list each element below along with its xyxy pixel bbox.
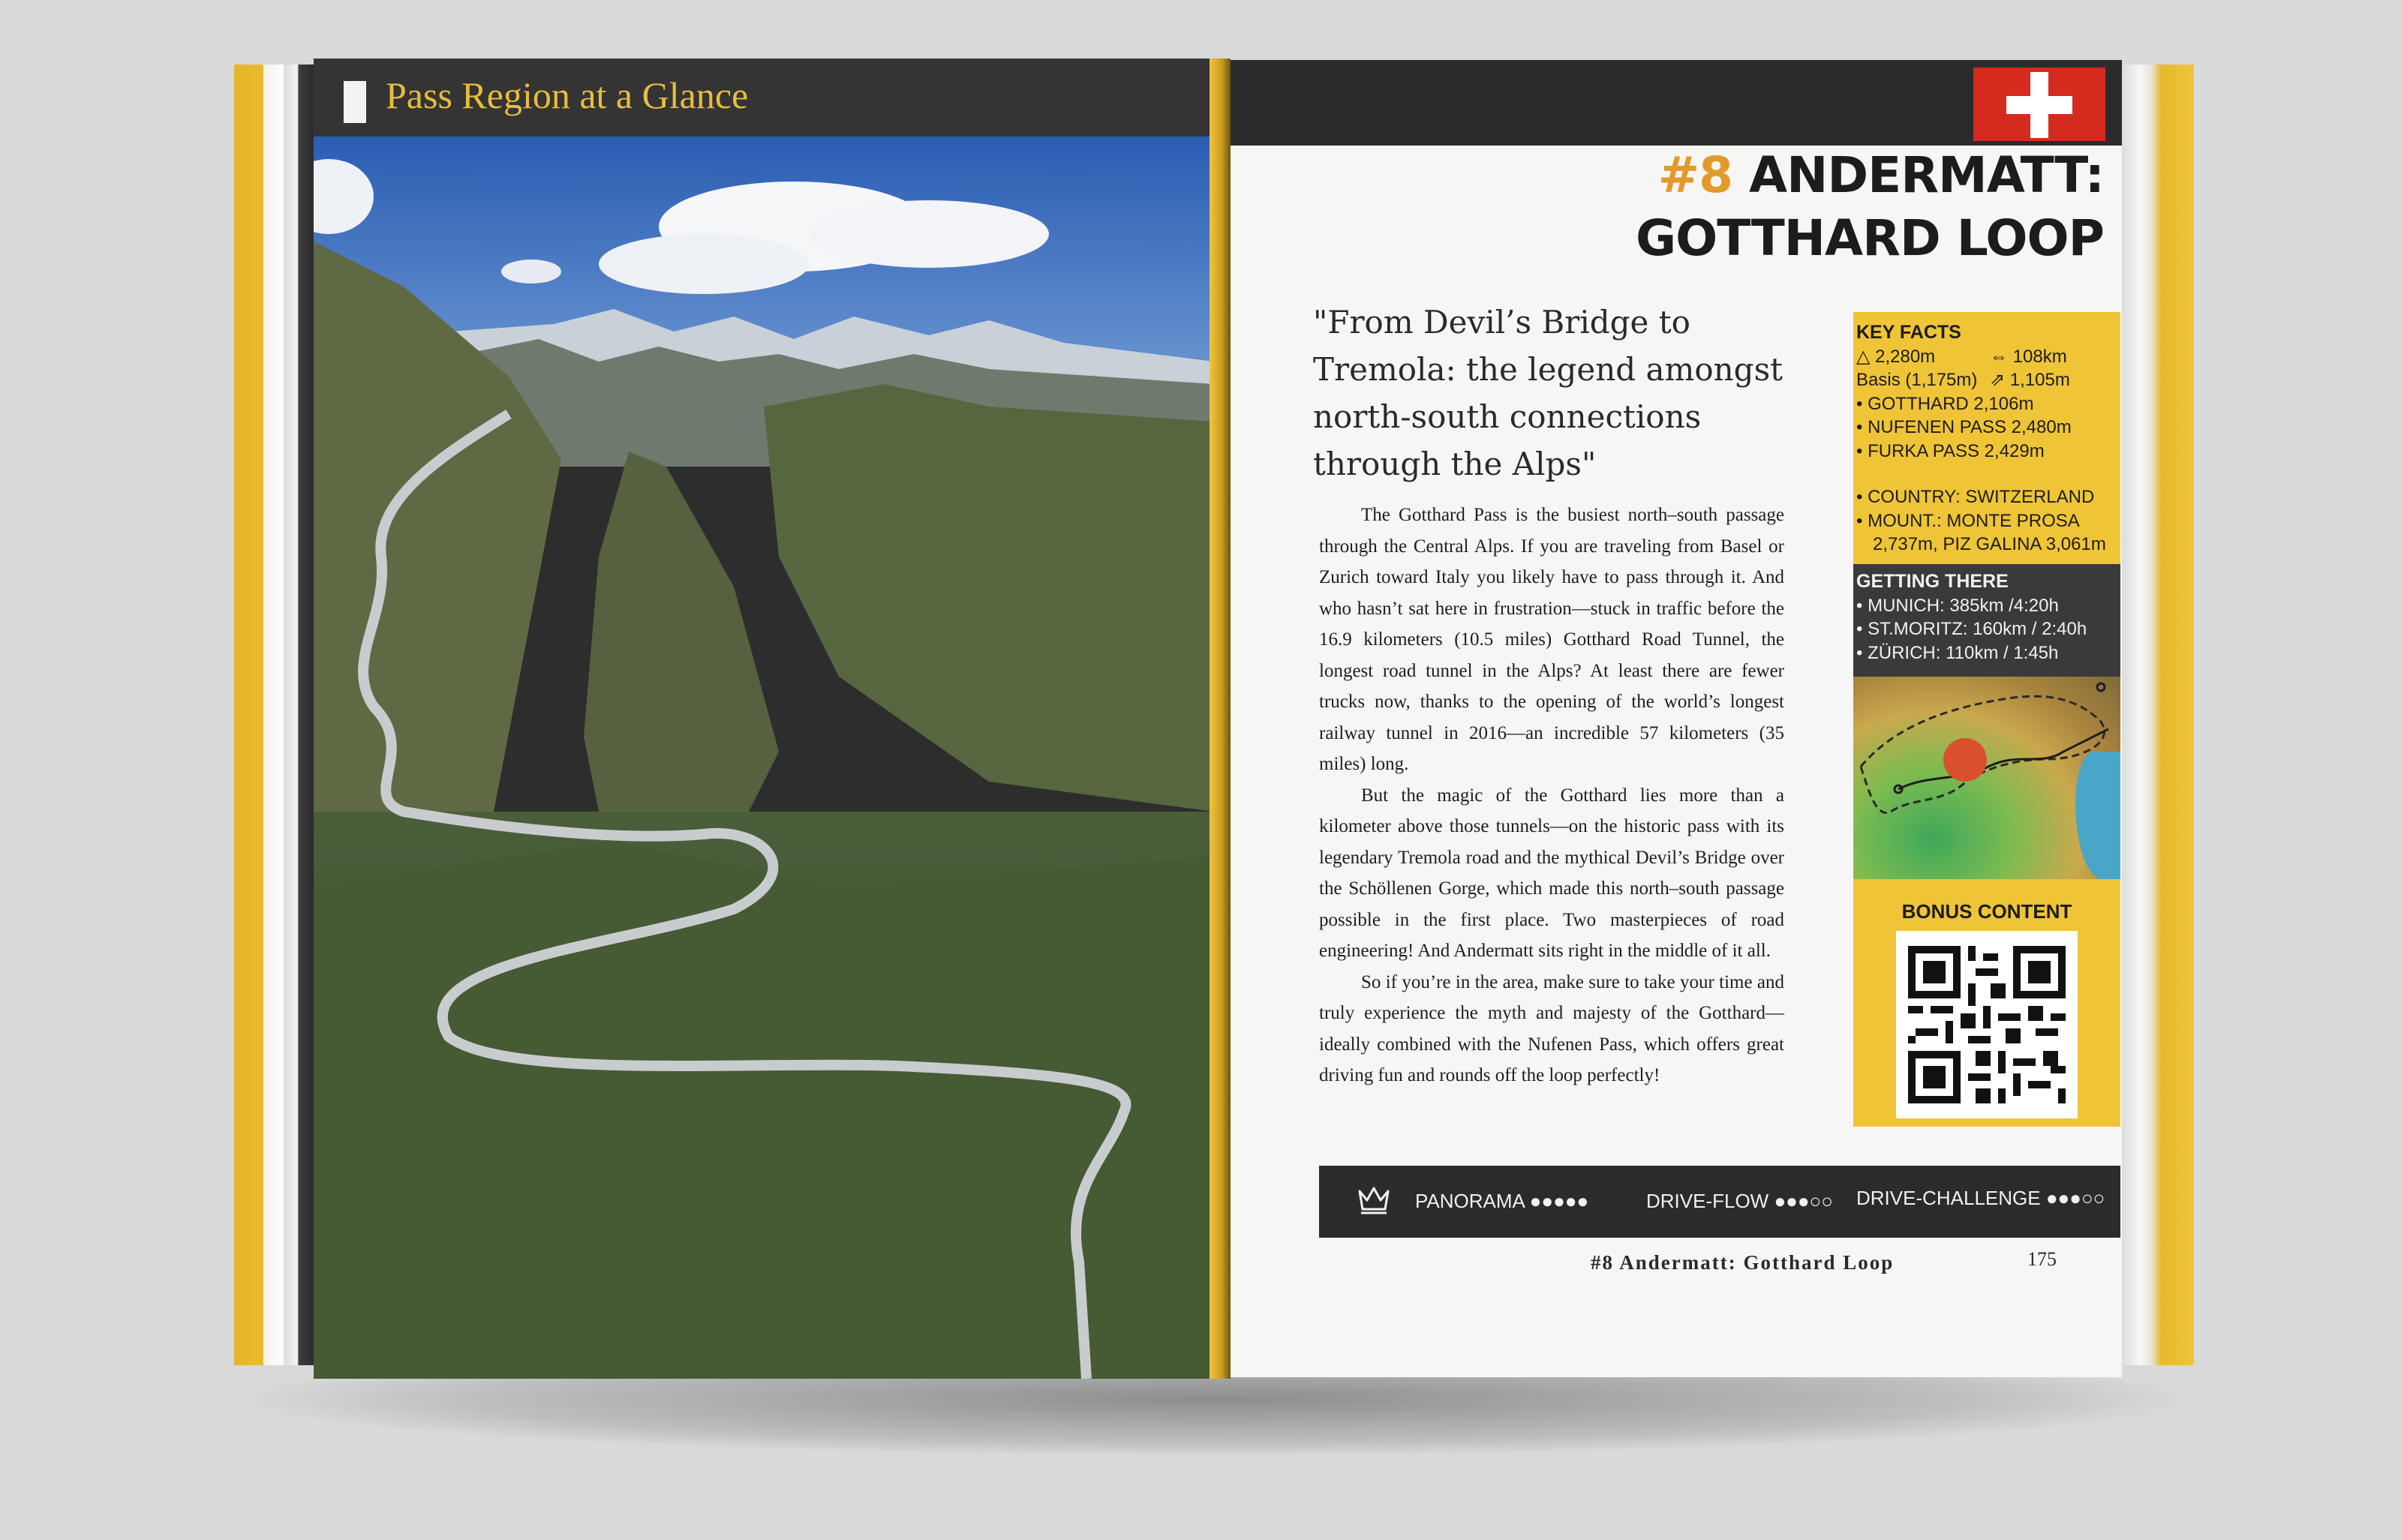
flag-cross-vertical: [2030, 72, 2048, 138]
qr-code[interactable]: [1896, 931, 2078, 1118]
page-edges-left: [234, 65, 315, 1365]
rating-drive-challenge: DRIVE-CHALLENGE ●●●○○: [1856, 1187, 2105, 1209]
facts-row-altitude: [1856, 345, 2117, 369]
key-facts-heading: KEY FACTS: [1856, 322, 1961, 343]
crown-icon: [1357, 1184, 1391, 1215]
rating-bar: [1319, 1166, 2120, 1238]
pass-item: • NUFENEN PASS 2,480m: [1856, 417, 2072, 437]
pull-quote: "From Devil’s Bridge to Tremola: the legend amongst north-south connections through the Alps": [1313, 304, 1783, 482]
key-facts-box: [1853, 312, 2120, 564]
paragraph-2: But the magic of the Gotthard lies more than a kilometer above those tunnels—on the historic pass with its legendary Tremola road and the mythical Devil’s Bridge over the Schöllenen Gorge, which made this north–south passage possible in the first place. Two masterpieces of road engineering! And Andermatt sits right in the middle of it all.: [1319, 785, 1784, 961]
mountains-line1: • MOUNT.: MONTE PROSA: [1856, 510, 2080, 531]
paragraph-3: So if you’re in the area, make sure to take your time and truly experience the myth and majesty of the Gotthard—ideally combined with the Nufenen Pass, which offers great driving fun and rounds off the loop perfectly!: [1319, 971, 1784, 1085]
getting-there-box: [1853, 564, 2120, 677]
left-page: [314, 59, 1214, 1379]
article-body: [1319, 500, 1784, 1091]
qr-code-pattern: [1908, 946, 2066, 1103]
info-sidebar: [1853, 312, 2120, 1127]
bonus-heading: BONUS CONTENT: [1901, 900, 2072, 923]
altitude-value: △ 2,280m: [1856, 346, 1936, 367]
basis-value: Basis (1,175m): [1856, 370, 1978, 390]
right-page: [1231, 60, 2122, 1377]
page-edges-right: [2122, 65, 2194, 1365]
chapter-title-line2: GOTTHARD LOOP: [1635, 209, 2104, 267]
route-map: [1853, 677, 2120, 879]
distance-item: • ST.MORITZ: 160km / 2:40h: [1856, 619, 2087, 639]
running-footer: #8 Andermatt: Gotthard Loop: [1591, 1251, 1895, 1274]
getting-there-heading: GETTING THERE: [1856, 571, 2009, 592]
rating-drive-flow: DRIVE-FLOW ●●●○○: [1646, 1190, 1833, 1212]
bonus-content-box: [1853, 879, 2120, 1127]
climb-value: ⇗ 1,105m: [1990, 370, 2070, 390]
distance-value: ⇔ 108km: [1990, 346, 2067, 367]
route-map-lines: [1853, 677, 2120, 879]
facts-row-basis: [1856, 368, 2117, 392]
chapter-title-line1: ANDERMATT:: [1749, 146, 2104, 204]
pass-item: • GOTTHARD 2,106m: [1856, 393, 2034, 414]
book-spine: [1210, 59, 1231, 1379]
mountain-pass-photo: [314, 137, 1214, 1379]
country-value: • COUNTRY: SWITZERLAND: [1856, 487, 2095, 507]
left-header-title: Pass Region at a Glance: [386, 74, 749, 116]
rating-panorama: PANORAMA ●●●●●: [1415, 1190, 1589, 1212]
distance-item: • MUNICH: 385km /4:20h: [1856, 595, 2059, 616]
location-marker: [1943, 738, 1987, 782]
left-page-header: [314, 59, 1214, 137]
facts-spacer: [1856, 463, 2117, 485]
paragraph-1: The Gotthard Pass is the busiest north–south passage through the Central Alps. If you are traveling from Basel or Zurich toward Italy you likely have to pass through it. And who hasn’t sat here in frustration—stuck in traffic before the 16.9 kilometers (10.5 miles) Gotthard Road Tunnel, the longest road tunnel in the Alps? At least there are fewer trucks now, thanks to the opening of the world’s longest railway tunnel in 2016—an incredible 57 kilometers (35 miles) long.: [1319, 505, 1784, 774]
right-page-topbar: [1231, 60, 2122, 146]
swiss-flag: [1973, 68, 2105, 141]
page-number: 175: [2027, 1248, 2057, 1270]
chapter-number: #8: [1657, 146, 1733, 204]
mountains-line2: 2,737m, PIZ GALINA 3,061m: [1873, 534, 2106, 554]
header-marker: [344, 81, 366, 123]
chapter-title: [1636, 144, 2104, 270]
distance-item: • ZÜRICH: 110km / 1:45h: [1856, 642, 2059, 663]
pass-item: • FURKA PASS 2,429m: [1856, 440, 2045, 461]
